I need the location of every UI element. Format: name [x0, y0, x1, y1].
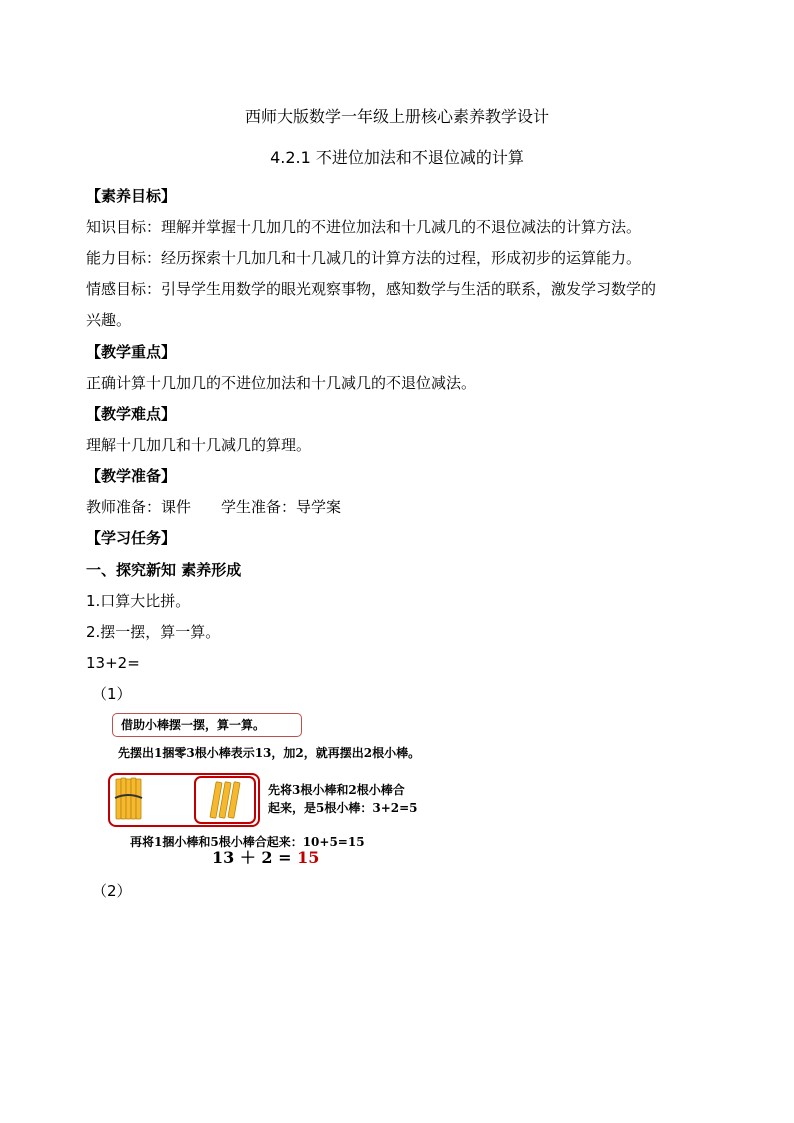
step-1-text: 先摆出1捆零3根小棒表示13，加2，就再摆出2根小棒。 [118, 746, 421, 760]
hint-box: 借助小棒摆一摆，算一算。 [112, 713, 302, 737]
teaching-prep-heading: 【教学准备】 [86, 467, 177, 485]
teaching-difficulty-text: 理解十几加几和十几减几的算理。 [86, 436, 312, 454]
stick-bundle-icon [112, 776, 146, 822]
knowledge-goal: 知识目标：理解并掌握十几加几的不进位加法和十几减几的不退位减法的计算方法。 [86, 218, 642, 236]
teaching-focus-text: 正确计算十几加几的不进位加法和十几减几的不退位减法。 [86, 374, 477, 392]
teaching-prep-text: 教师准备：课件 学生准备：导学案 [86, 498, 342, 516]
task-item-2: 2.摆一摆，算一算。 [86, 623, 221, 641]
learning-tasks-heading: 【学习任务】 [86, 529, 177, 547]
teaching-focus-heading: 【教学重点】 [86, 343, 177, 361]
task-item-1: 1.口算大比拼。 [86, 592, 191, 610]
equation-lhs: 13 ＋ 2 = [212, 848, 292, 867]
part-2-label: （2） [92, 882, 132, 900]
result-equation [212, 848, 319, 868]
loose-sticks-icon [207, 779, 247, 821]
step-2-text-line-1: 先将3根小棒和2根小棒合 [268, 783, 405, 797]
step-2-text-line-2: 起来，是5根小棒：3+2=5 [268, 801, 418, 815]
expression-13-plus-2: 13+2= [86, 654, 140, 672]
part-1-label: （1） [92, 685, 132, 703]
section-heading-explore: 一、探究新知 素养形成 [86, 561, 242, 579]
lesson-subtitle: 4.2.1 不进位加法和不退位减的计算 [270, 148, 524, 167]
ability-goal: 能力目标：经历探索十几加几和十几减几的计算方法的过程，形成初步的运算能力。 [86, 249, 642, 267]
emotion-goal-line-1: 情感目标：引导学生用数学的眼光观察事物，感知数学与生活的联系，激发学习数学的 [86, 280, 657, 298]
teaching-difficulty-heading: 【教学难点】 [86, 405, 177, 423]
literacy-goals-heading: 【素养目标】 [86, 187, 177, 205]
emotion-goal-line-2: 兴趣。 [86, 311, 132, 329]
equation-result: 15 [297, 848, 320, 867]
document-title: 西师大版数学一年级上册核心素养教学设计 [244, 107, 549, 126]
step-3-text: 再将1捆小棒和5根小棒合起来：10+5=15 [130, 835, 365, 849]
